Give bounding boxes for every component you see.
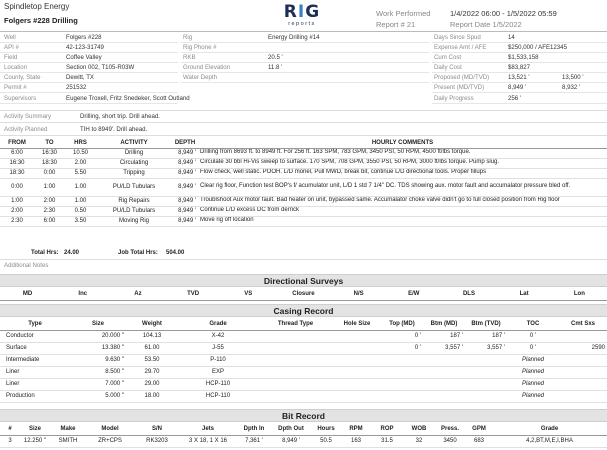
bit-cell-rop: 31.5: [370, 435, 404, 447]
rig-reports-logo: [276, 3, 328, 30]
bit-header-10: ROP: [370, 423, 404, 435]
casing-cell-cmt: 2590: [559, 342, 607, 354]
ops-footer-divider: [0, 259, 607, 260]
bit-header-6: Dpth In: [236, 423, 272, 435]
col2-label-0: Rig: [183, 34, 193, 41]
col1-value-2: Coffee Valley: [66, 54, 102, 61]
col1-label-5: Permit #: [4, 84, 27, 91]
casing-cell-weight: 53.50: [126, 354, 178, 366]
total-hrs-label: Total Hrs:: [31, 250, 59, 256]
job-total-label: Job Total Hrs:: [118, 250, 158, 256]
job-total-value: 504.00: [166, 250, 185, 256]
ops-cell-comment: Troublshoot Aux motor fault. Bad heater on unit, bypassed same. Accumalator choke valve didn't go to full closed position from Rig floor: [198, 196, 607, 206]
ops-cell-depth: 8,949 ': [172, 216, 198, 226]
casing-cell-type: Production: [0, 390, 70, 402]
ops-cell-comment: Continue L/D excess DC from derrick: [198, 206, 607, 216]
ops-cell-depth: 8,949 ': [172, 206, 198, 216]
casing-row: [0, 330, 607, 342]
casing-header-5: Hole Size: [333, 318, 381, 330]
ops-header-depth: DEPTH: [172, 138, 198, 148]
casing-cell-size: 20.000 ": [70, 330, 126, 342]
ops-row: [0, 216, 607, 226]
col3-label-2: Cum Cost: [434, 54, 462, 61]
casing-cell-type: Conductor: [0, 330, 70, 342]
bit-cell-rpm: 163: [342, 435, 370, 447]
bit-header-9: RPM: [342, 423, 370, 435]
casing-cell-size: 8.500 ": [70, 366, 126, 378]
casing-cell-top: [381, 378, 423, 390]
bit-cell-hours: 50.5: [310, 435, 342, 447]
col2-label-1: Rig Phone #: [183, 44, 217, 51]
col1-label-6: Supervisors: [4, 95, 37, 102]
survey-header-2: Az: [110, 288, 165, 300]
bit-record-title: Bit Record: [0, 409, 607, 422]
casing-cell-btm_tvd: [465, 366, 507, 378]
ops-cell-to: 0:00: [34, 168, 65, 178]
ops-cell-from: 16:30: [0, 158, 34, 168]
survey-header-5: Closure: [276, 288, 331, 300]
casing-cell-toc: Planned: [507, 390, 559, 402]
casing-cell-cmt: [559, 390, 607, 402]
casing-header-8: Btm (TVD): [465, 318, 507, 330]
ops-cell-depth: 8,949 ': [172, 168, 198, 178]
col1-value-5: 251532: [66, 84, 87, 91]
casing-cell-btm_tvd: [465, 378, 507, 390]
casing-cell-cmt: [559, 354, 607, 366]
bit-cell-wob: 32: [404, 435, 434, 447]
bit-header-2: Make: [50, 423, 86, 435]
col2-value-3: 11.8 ': [268, 64, 283, 71]
col1-value-1: 42-123-31749: [66, 44, 104, 51]
survey-header-10: Lon: [552, 288, 607, 300]
row-divider: [432, 103, 607, 104]
survey-header-9: Lat: [497, 288, 552, 300]
casing-cell-top: [381, 366, 423, 378]
col3-value-5: 8,949 ': [508, 84, 527, 91]
casing-cell-grade: HCP-110: [178, 390, 258, 402]
activity-summary-value: Drilling, short trip. Drill ahead.: [80, 113, 160, 120]
ops-cell-to: 2:00: [34, 196, 65, 206]
casing-cell-thread: [258, 366, 333, 378]
bit-cell-gpm: 683: [466, 435, 492, 447]
bit-header-8: Hours: [310, 423, 342, 435]
casing-cell-cmt: [559, 366, 607, 378]
survey-header-3: TVD: [166, 288, 221, 300]
survey-header-7: E/W: [386, 288, 441, 300]
survey-header-8: DLS: [441, 288, 496, 300]
logo-mark: RIG: [283, 2, 321, 22]
casing-row: [0, 354, 607, 366]
ops-cell-to: 2:30: [34, 206, 65, 216]
bit-header-14: Grade: [492, 423, 607, 435]
col1-value-4: Dewitt, TX: [66, 74, 94, 81]
casing-cell-thread: [258, 342, 333, 354]
casing-cell-toc: Planned: [507, 366, 559, 378]
casing-cell-hole: [333, 378, 381, 390]
casing-cell-toc: 0 ': [507, 330, 559, 342]
bit-cell-model: ZR+CPS: [86, 435, 134, 447]
col3-value-0: 14: [508, 34, 515, 41]
ops-cell-hrs: 2.00: [65, 158, 96, 168]
casing-cell-top: 0 ': [381, 330, 423, 342]
casing-cell-cmt: [559, 330, 607, 342]
ops-cell-activity: PU/LD Tubulars: [96, 206, 172, 216]
casing-cell-btm_md: [423, 378, 465, 390]
ops-cell-activity: Rig Repairs: [96, 196, 172, 206]
col1-value-3: Section 002, T105-R03W: [66, 64, 135, 71]
casing-cell-size: 5.000 ": [70, 390, 126, 402]
row-divider: [432, 72, 607, 73]
casing-cell-btm_tvd: [465, 390, 507, 402]
col1-label-0: Well: [4, 34, 16, 41]
ops-cell-to: 6:00: [34, 216, 65, 226]
ops-header-to: TO: [34, 138, 65, 148]
hourly-operations-table: [0, 138, 607, 227]
bit-cell-sn: RK3203: [134, 435, 180, 447]
casing-header-3: Grade: [178, 318, 258, 330]
col3-value-4: 13,521 ': [508, 74, 530, 81]
ops-cell-hrs: 0.50: [65, 206, 96, 216]
col3-value2-4: 13,500 ': [562, 74, 584, 81]
casing-row: [0, 366, 607, 378]
bit-cell-press: 3450: [434, 435, 466, 447]
col3-value-2: $1,533,158: [508, 54, 539, 61]
ops-cell-hrs: 3.50: [65, 216, 96, 226]
ops-cell-activity: Circulating: [96, 158, 172, 168]
report-number: Report # 21: [376, 20, 416, 29]
casing-cell-grade: J-55: [178, 342, 258, 354]
ops-header-hrs: HRS: [65, 138, 96, 148]
casing-cell-toc: Planned: [507, 378, 559, 390]
bit-header-7: Dpth Out: [272, 423, 310, 435]
casing-cell-type: Liner: [0, 366, 70, 378]
survey-header-1: Inc: [55, 288, 110, 300]
report-date: Report Date 1/5/2022: [450, 20, 522, 29]
col1-value-6: Eugene Troxell, Fritz Snedeker, Scott Outland: [66, 95, 190, 102]
bit-cell-dout: 8,949 ': [272, 435, 310, 447]
row-divider: [432, 82, 607, 83]
col1-label-4: County, State: [4, 74, 41, 81]
ops-cell-from: 6:00: [0, 148, 34, 158]
casing-header-10: Cmt Sxs: [559, 318, 607, 330]
activity-divider-2: [0, 122, 607, 123]
col3-label-1: Expense Amt / AFE: [434, 44, 487, 51]
col1-label-2: Field: [4, 54, 18, 61]
casing-cell-type: Liner: [0, 378, 70, 390]
casing-cell-weight: 104.13: [126, 330, 178, 342]
col3-label-3: Daily Cost: [434, 64, 462, 71]
casing-cell-thread: [258, 390, 333, 402]
col3-value-6: 256 ': [508, 95, 522, 102]
bit-header-3: Model: [86, 423, 134, 435]
row-divider: [0, 62, 178, 63]
col3-value2-5: 8,932 ': [562, 84, 581, 91]
casing-header-9: TOC: [507, 318, 559, 330]
casing-row: [0, 378, 607, 390]
row-divider: [432, 42, 607, 43]
casing-cell-btm_md: [423, 366, 465, 378]
col3-label-4: Proposed (MD/TVD): [434, 74, 490, 81]
ops-cell-from: 0:00: [0, 178, 34, 196]
casing-cell-btm_tvd: [465, 354, 507, 366]
bit-header-0: #: [0, 423, 20, 435]
col1-value-0: Folgers #228: [66, 34, 102, 41]
casing-record-table: [0, 318, 607, 403]
bit-header-5: Jets: [180, 423, 236, 435]
ops-cell-comment: Clear rig floor, Function test BOP's f/ acumulator unit, L/D 1 std 7 1/4" DC. TDS showing aux. motor fault and accumalator pressure bled off.: [198, 178, 607, 196]
casing-cell-weight: 29.70: [126, 366, 178, 378]
casing-cell-thread: [258, 330, 333, 342]
header-divider: [0, 31, 607, 32]
ops-row: [0, 196, 607, 206]
ops-cell-from: 2:30: [0, 216, 34, 226]
bit-record-table: [0, 423, 607, 448]
row-divider: [0, 82, 178, 83]
company-name: Spindletop Energy: [4, 2, 70, 11]
ops-header-comments: HOURLY COMMENTS: [198, 138, 607, 148]
casing-cell-btm_md: [423, 354, 465, 366]
casing-cell-btm_md: [423, 390, 465, 402]
casing-cell-hole: [333, 354, 381, 366]
ops-cell-hrs: 5.50: [65, 168, 96, 178]
activity-divider: [0, 110, 607, 111]
bit-header-11: WOB: [404, 423, 434, 435]
ops-cell-activity: Drilling: [96, 148, 172, 158]
row-divider: [181, 52, 429, 53]
row-divider: [181, 72, 429, 73]
survey-header-4: VS: [221, 288, 276, 300]
row-divider: [432, 62, 607, 63]
casing-cell-cmt: [559, 378, 607, 390]
casing-cell-weight: 29.00: [126, 378, 178, 390]
ops-cell-hrs: 1.00: [65, 196, 96, 206]
casing-cell-grade: EXP: [178, 366, 258, 378]
col2-label-4: Water Depth: [183, 74, 217, 81]
activity-planned-label: Activity Planned: [4, 126, 48, 133]
total-hrs-value: 24.00: [64, 250, 80, 256]
bit-cell-size: 12.250 ": [20, 435, 50, 447]
ops-cell-depth: 8,949 ': [172, 178, 198, 196]
casing-cell-toc: Planned: [507, 354, 559, 366]
casing-cell-hole: [333, 366, 381, 378]
ops-cell-comment: Flow check, well static. POOH. L/D monel, Pull MWD, break bit, continue L/D directional tools. Proper fillups: [198, 168, 607, 178]
col3-label-6: Daily Progress: [434, 95, 474, 102]
survey-header-6: N/S: [331, 288, 386, 300]
ops-cell-to: 1:00: [34, 178, 65, 196]
ops-cell-hrs: 1.00: [65, 178, 96, 196]
casing-cell-hole: [333, 330, 381, 342]
casing-row: [0, 390, 607, 402]
casing-cell-type: Surface: [0, 342, 70, 354]
casing-cell-thread: [258, 354, 333, 366]
bit-row: [0, 435, 607, 447]
row-divider: [0, 92, 178, 93]
ops-cell-activity: Moving Rig: [96, 216, 172, 226]
work-performed-value: 1/4/2022 06:00 - 1/5/2022 05:59: [450, 9, 557, 18]
ops-cell-comment: Move rig off location: [198, 216, 607, 226]
casing-cell-size: 7.000 ": [70, 378, 126, 390]
casing-header-1: Size: [70, 318, 126, 330]
bit-cell-din: 7,361 ': [236, 435, 272, 447]
casing-cell-btm_md: 187 ': [423, 330, 465, 342]
casing-cell-hole: [333, 342, 381, 354]
well-title: Folgers #228 Drilling: [4, 16, 78, 25]
survey-header-0: MD: [0, 288, 55, 300]
casing-row: [0, 342, 607, 354]
casing-cell-size: 13.380 ": [70, 342, 126, 354]
ops-cell-activity: PU/LD Tubulars: [96, 178, 172, 196]
casing-cell-weight: 61.00: [126, 342, 178, 354]
ops-cell-depth: 8,949 ': [172, 158, 198, 168]
ops-cell-from: 18:30: [0, 168, 34, 178]
bit-cell-grade: 4,2,BT,M,E,I,BHA: [492, 435, 607, 447]
row-divider: [0, 72, 178, 73]
casing-cell-grade: X-42: [178, 330, 258, 342]
ops-cell-depth: 8,949 ': [172, 196, 198, 206]
casing-header-7: Btm (MD): [423, 318, 465, 330]
bit-header-12: Press.: [434, 423, 466, 435]
casing-cell-top: 0 ': [381, 342, 423, 354]
ops-cell-to: 18:30: [34, 158, 65, 168]
directional-surveys-title: Directional Surveys: [0, 274, 607, 287]
col2-value-0: Energy Drilling #14: [268, 34, 320, 41]
col1-label-3: Location: [4, 64, 28, 71]
ops-row: [0, 178, 607, 196]
directional-surveys-table: [0, 288, 607, 301]
casing-record-title: Casing Record: [0, 304, 607, 317]
ops-row: [0, 168, 607, 178]
col3-label-5: Present (MD/TVD): [434, 84, 485, 91]
col1-label-1: API #: [4, 44, 19, 51]
casing-cell-grade: P-110: [178, 354, 258, 366]
casing-cell-btm_tvd: 187 ': [465, 330, 507, 342]
casing-cell-top: [381, 390, 423, 402]
col3-label-0: Days Since Spud: [434, 34, 481, 41]
row-divider: [0, 42, 178, 43]
bit-cell-make: SMITH: [50, 435, 86, 447]
ops-row: [0, 148, 607, 158]
col2-label-3: Ground Elevation: [183, 64, 231, 71]
bit-header-13: GPM: [466, 423, 492, 435]
ops-row: [0, 158, 607, 168]
bit-cell-num: 3: [0, 435, 20, 447]
col2-value-2: 20.5 ': [268, 54, 283, 61]
row-divider: [432, 52, 607, 53]
casing-header-4: Thread Type: [258, 318, 333, 330]
activity-planned-value: TIH to 8949'. Drill ahead.: [80, 126, 148, 133]
bit-header-1: Size: [20, 423, 50, 435]
logo-subtext: reports: [288, 21, 316, 27]
casing-cell-weight: 18.00: [126, 390, 178, 402]
row-divider: [432, 92, 607, 93]
casing-cell-thread: [258, 378, 333, 390]
casing-cell-grade: HCP-110: [178, 378, 258, 390]
casing-header-2: Weight: [126, 318, 178, 330]
ops-cell-to: 16:30: [34, 148, 65, 158]
row-divider: [181, 62, 429, 63]
row-divider: [181, 82, 429, 83]
casing-cell-toc: 0 ': [507, 342, 559, 354]
row-divider: [0, 52, 178, 53]
activity-divider-3: [0, 135, 607, 136]
casing-cell-type: Intermediate: [0, 354, 70, 366]
bit-cell-jets: 3 X 18, 1 X 16: [180, 435, 236, 447]
casing-header-6: Top (MD): [381, 318, 423, 330]
casing-cell-size: 9.630 ": [70, 354, 126, 366]
activity-summary-label: Activity Summary: [4, 113, 52, 120]
casing-cell-btm_md: 3,557 ': [423, 342, 465, 354]
ops-cell-from: 1:00: [0, 196, 34, 206]
casing-header-0: Type: [0, 318, 70, 330]
col3-value-3: $83,827: [508, 64, 531, 71]
col3-value-1: $250,000 / AFE12345: [508, 44, 567, 51]
casing-cell-top: [381, 354, 423, 366]
casing-cell-btm_tvd: 3,557 ': [465, 342, 507, 354]
ops-header-activity: ACTIVITY: [96, 138, 172, 148]
ops-cell-from: 2:00: [0, 206, 34, 216]
casing-cell-hole: [333, 390, 381, 402]
row-divider: [181, 42, 429, 43]
ops-cell-hrs: 10.50: [65, 148, 96, 158]
ops-cell-comment: Circulate 30 bbl Hi-Vis sweep to surface. 170 SPM, 708 GPM, 3550 PSI, 50 RPM, 3000 ft/lbs torque. Pump slug.: [198, 158, 607, 168]
ops-cell-comment: Drilling from 8693 ft. to 8949 ft. For 256 ft. 163 SPM, 783 GPM, 3450 PSI, 50 RPM, 4500 ft/lbs torque.: [198, 148, 607, 158]
ops-row: [0, 206, 607, 216]
ops-cell-activity: Tripping: [96, 168, 172, 178]
ops-cell-depth: 8,949 ': [172, 148, 198, 158]
additional-notes-label: Additional Notes: [4, 262, 49, 269]
ops-header-from: FROM: [0, 138, 34, 148]
row-divider: [0, 103, 178, 104]
bit-header-4: S/N: [134, 423, 180, 435]
work-performed-label: Work Performed: [376, 9, 431, 18]
col2-label-2: RKB: [183, 54, 196, 61]
